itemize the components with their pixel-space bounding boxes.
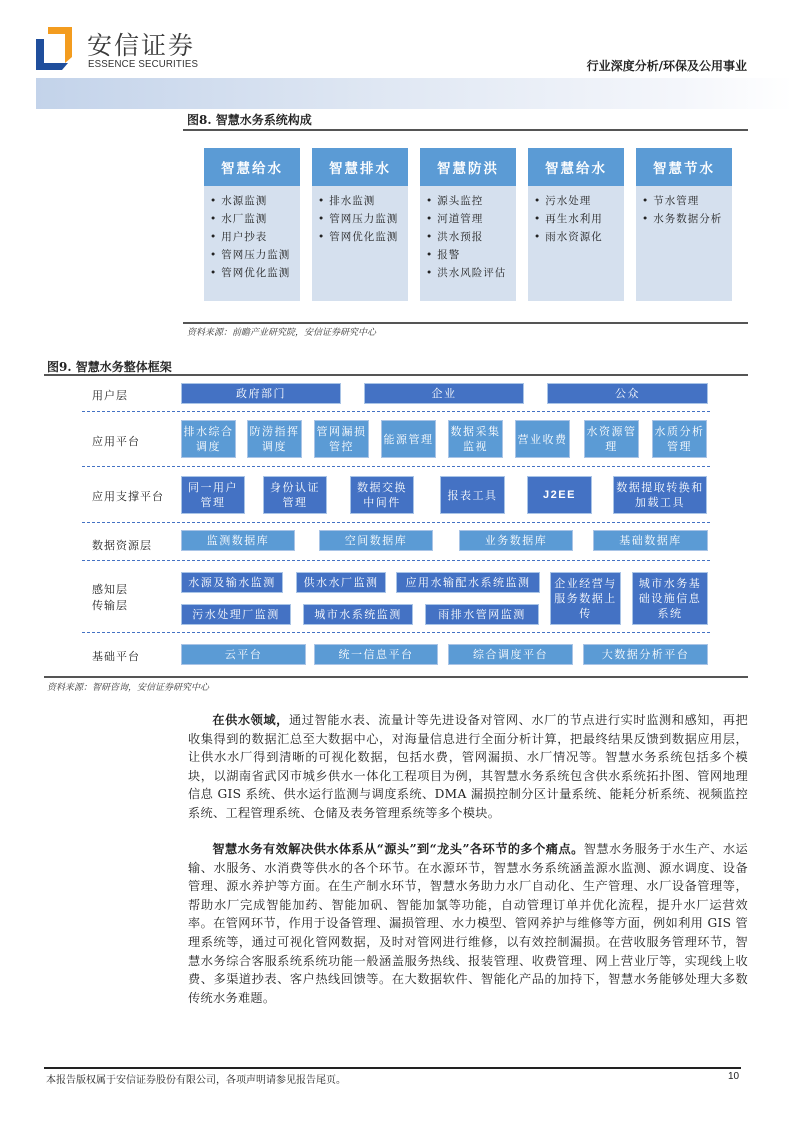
figure8-column-list <box>420 186 516 282</box>
body-paragraph-2 <box>188 840 748 1007</box>
sense-box: 供水水厂监测 <box>296 572 386 593</box>
list-item: • 再生水利用 <box>534 210 624 228</box>
support-box: 报表工具 <box>440 476 505 514</box>
data-box: 空间数据库 <box>319 530 433 551</box>
support-box: 数据交换中间件 <box>350 476 414 514</box>
sense-box: 城市水系统监测 <box>303 604 413 625</box>
list-item: • 节水管理 <box>642 192 732 210</box>
paragraph-text: 智慧水务服务于水生产、水运输、水服务、水消费等供水的各个环节。在水源环节，智慧水务系统涵盖源水监测、源水调度、设备管理、源水养护等方面。在生产制水环节，智慧水务助力水厂自动化、生产管理、水厂设备管理等，帮助水厂完成智能加药、智能加矾、智能加氯等功能，自动管理订单并优化流程，提升水厂运营效率。在管网环节，作用于设备管理、漏损管理、水力模型、管网养护与维修等方面，例如利用 GIS 管理系统等，通过可视化管网数据，及时对管网进行维修，以有效控制漏损。在营收服务管理环节，智慧水务综合客服系统系统功能一般涵盖服务热线、报装管理、收费管理、网上营业厅等，实现线上收费、多渠道抄表、客户热线回馈等。在大数据软件、智能化产品的加持下，智慧水务能够处理大多数传统水务难题。 <box>188 842 749 1005</box>
figure8-column-list <box>204 186 300 282</box>
sense-box: 城市水务基础设施信息系统 <box>632 572 708 625</box>
list-item: • 管网压力监测 <box>318 210 408 228</box>
layer-label-user: 用户层 <box>92 389 128 402</box>
sense-box: 水源及输水监测 <box>181 572 283 593</box>
list-item: • 排水监测 <box>318 192 408 210</box>
user-box: 政府部门 <box>181 383 341 404</box>
figure8-column <box>204 148 300 301</box>
base-box: 统一信息平台 <box>314 644 438 665</box>
figure9-title: 图9. 智慧水务整体框架 <box>47 360 172 374</box>
figure8-column-heading: 智慧排水 <box>312 148 408 186</box>
list-item: • 管网优化监测 <box>318 228 408 246</box>
figure8-bottom-rule <box>183 322 748 324</box>
list-item: • 用户抄表 <box>210 228 300 246</box>
user-box: 公众 <box>547 383 708 404</box>
list-item: • 河道管理 <box>426 210 516 228</box>
list-item: • 报警 <box>426 246 516 264</box>
figure9-top-rule <box>44 374 748 376</box>
figure9-source: 资料来源：智研咨询，安信证券研究中心 <box>47 683 210 693</box>
paragraph-lead: 智慧水务有效解决供水体系从“源头”到“龙头”各环节的多个痛点。 <box>212 842 584 856</box>
app-box: 管网漏损管控 <box>314 420 369 458</box>
list-item: • 污水处理 <box>534 192 624 210</box>
layer-label-sense: 感知层 <box>92 583 128 596</box>
brand-name-cn: 安信证券 <box>87 31 196 60</box>
layer-divider <box>82 466 710 467</box>
figure9-bottom-rule <box>44 676 748 678</box>
figure8-title: 图8. 智慧水务系统构成 <box>187 113 312 127</box>
list-item: • 水源监测 <box>210 192 300 210</box>
list-item: • 雨水资源化 <box>534 228 624 246</box>
sense-box: 企业经营与服务数据上传 <box>550 572 621 625</box>
body-paragraph-1 <box>188 711 748 823</box>
data-box: 基础数据库 <box>593 530 708 551</box>
support-box: 数据提取转换和加载工具 <box>613 476 707 514</box>
list-item: • 源头监控 <box>426 192 516 210</box>
paragraph-text: 通过智能水表、流量计等先进设备对管网、水厂的节点进行实时监测和感知，再把收集得到的数据汇总至大数据中心，对海量信息进行全面分析计算，把最终结果反馈到数据应用层，让供水水厂得到清晰的可视化数据，包括水费，管网漏损、水厂情况等。智慧水务系统包括多个模块，以湖南省武冈市城乡供水一体化工程项目为例，其智慧水务系统包含供水系统拓扑图、管网地理信息 GIS 系统、供水运行监测与调度系统、DMA 漏损控制分区计量系统、能耗分析系统、视频监控系统、工程管理系统、仓储及表务管理系统等多个模块。 <box>188 713 748 820</box>
report-category: 行业深度分析/环保及公用事业 <box>586 59 747 73</box>
footer-disclaimer: 本报告版权属于安信证券股份有限公司，各项声明请参见报告尾页。 <box>46 1075 346 1086</box>
figure8-columns <box>204 148 732 301</box>
sense-box: 雨排水管网监测 <box>425 604 539 625</box>
app-box: 水质分析管理 <box>652 420 707 458</box>
list-item: • 水务数据分析 <box>642 210 732 228</box>
figure8-column <box>528 148 624 301</box>
layer-label-support: 应用支撑平台 <box>92 490 164 503</box>
figure8-column <box>420 148 516 301</box>
paragraph-lead: 在供水领域， <box>212 713 289 727</box>
figure8-column <box>312 148 408 301</box>
app-box: 营业收费 <box>515 420 570 458</box>
support-box: 同一用户管理 <box>181 476 245 514</box>
figure8-column-list <box>636 186 732 228</box>
figure8-column-list <box>312 186 408 246</box>
list-item: • 管网压力监测 <box>210 246 300 264</box>
figure8-column <box>636 148 732 301</box>
brand-name-en: ESSENCE SECURITIES <box>88 58 199 70</box>
figure8-top-rule <box>183 129 748 131</box>
base-box: 大数据分析平台 <box>583 644 708 665</box>
app-box: 数据采集监视 <box>448 420 503 458</box>
base-box: 综合调度平台 <box>448 644 573 665</box>
data-box: 监测数据库 <box>181 530 295 551</box>
list-item: • 管网优化监测 <box>210 264 300 282</box>
brand-logo-icon <box>36 27 72 70</box>
app-box: 排水综合调度 <box>181 420 236 458</box>
user-box: 企业 <box>364 383 524 404</box>
list-item: • 水厂监测 <box>210 210 300 228</box>
layer-divider <box>82 632 710 633</box>
figure8-column-heading: 智慧节水 <box>636 148 732 186</box>
layer-divider <box>82 411 710 412</box>
sense-box: 应用水输配水系统监测 <box>396 572 540 593</box>
page-number: 10 <box>728 1071 740 1082</box>
header-band <box>36 78 793 109</box>
footer-rule <box>44 1067 741 1069</box>
layer-divider <box>82 560 710 561</box>
app-box: 能源管理 <box>381 420 436 458</box>
list-item: • 洪水风险评估 <box>426 264 516 282</box>
sense-box: 污水处理厂监测 <box>181 604 291 625</box>
figure8-column-heading: 智慧给水 <box>528 148 624 186</box>
app-box: 防涝指挥调度 <box>247 420 302 458</box>
figure8-source: 资料来源：前瞻产业研究院，安信证券研究中心 <box>187 328 377 338</box>
figure8-column-heading: 智慧给水 <box>204 148 300 186</box>
list-item: • 洪水预报 <box>426 228 516 246</box>
layer-label-base: 基础平台 <box>92 650 140 663</box>
data-box: 业务数据库 <box>459 530 573 551</box>
layer-divider <box>82 522 710 523</box>
layer-label-transport: 传输层 <box>92 599 128 612</box>
layer-label-app: 应用平台 <box>92 435 140 448</box>
layer-label-data: 数据资源层 <box>92 539 152 552</box>
app-box: 水资源管理 <box>584 420 639 458</box>
figure8-column-list <box>528 186 624 246</box>
support-box: 身份认证管理 <box>263 476 327 514</box>
support-box: J2EE <box>527 476 592 514</box>
base-box: 云平台 <box>181 644 306 665</box>
figure8-column-heading: 智慧防洪 <box>420 148 516 186</box>
